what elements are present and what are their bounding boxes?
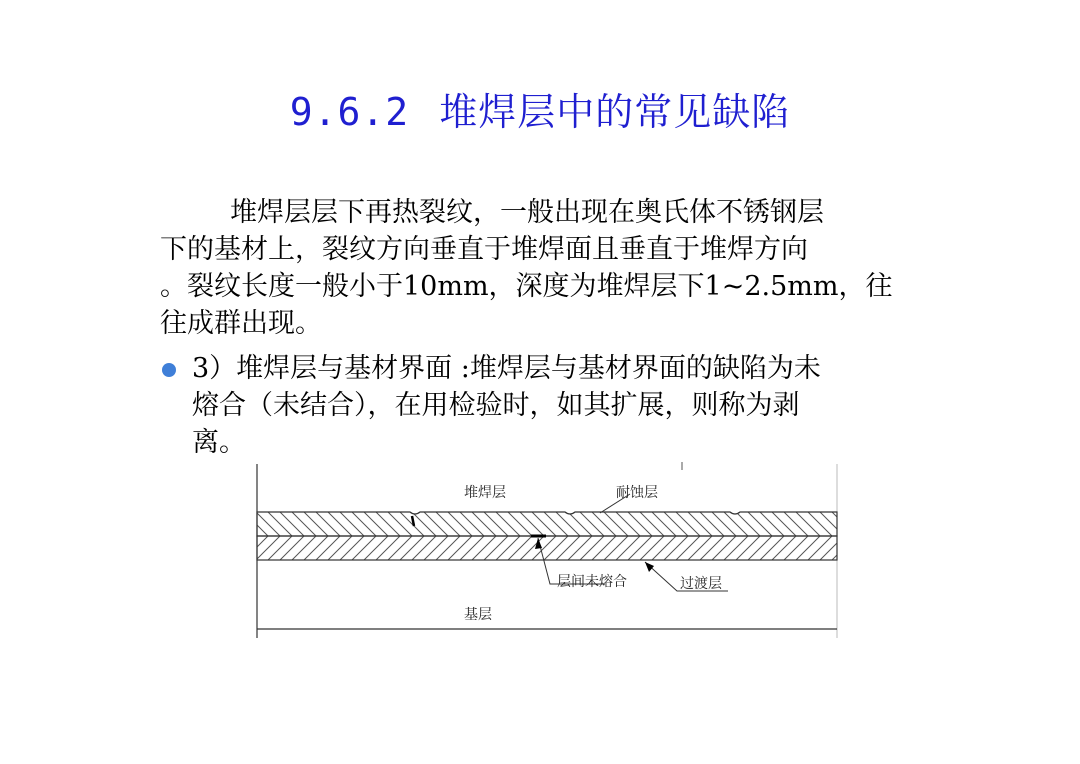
bullet-text — [192, 350, 920, 461]
diagram-svg — [250, 458, 845, 640]
paragraph-line: 下的基材上，裂纹方向垂直于堆焊面且垂直于堆焊方向 — [160, 234, 808, 265]
arrow-transition-layer-icon — [645, 562, 654, 572]
label-corrosion-layer: 耐蚀层 — [616, 485, 658, 501]
cladding-cross-section-diagram — [250, 458, 845, 640]
transition-layer-band — [257, 536, 837, 560]
bullet-dot-icon — [162, 363, 176, 377]
label-interlayer-lack-of-fusion: 层间未熔合 — [557, 574, 627, 590]
label-base: 基层 — [464, 607, 492, 623]
paragraph-line: 。裂纹长度一般小于10mm，深度为堆焊层下1~2.5mm，往 — [160, 271, 893, 302]
label-transition-layer: 过渡层 — [680, 576, 722, 592]
corrosion-layer-band — [257, 512, 837, 536]
bullet-item — [160, 350, 920, 461]
section-number: 9.6.2 — [289, 90, 410, 134]
body-paragraph — [160, 194, 920, 342]
section-title: 堆焊层中的常见缺陷 — [439, 90, 791, 134]
paragraph-line: 堆焊层层下再热裂纹，一般出现在奥氏体不锈钢层 — [230, 197, 824, 228]
bullet-line: 离。 — [192, 427, 246, 458]
paragraph-line: 往成群出现。 — [160, 308, 322, 339]
page-title — [0, 88, 1080, 136]
bullet-line: 熔合（未结合），在用检验时，如其扩展，则称为剥 — [192, 390, 800, 421]
bullet-line: 3）堆焊层与基材界面 :堆焊层与基材界面的缺陷为未 — [192, 353, 821, 384]
label-overlay: 堆焊层 — [464, 485, 506, 501]
